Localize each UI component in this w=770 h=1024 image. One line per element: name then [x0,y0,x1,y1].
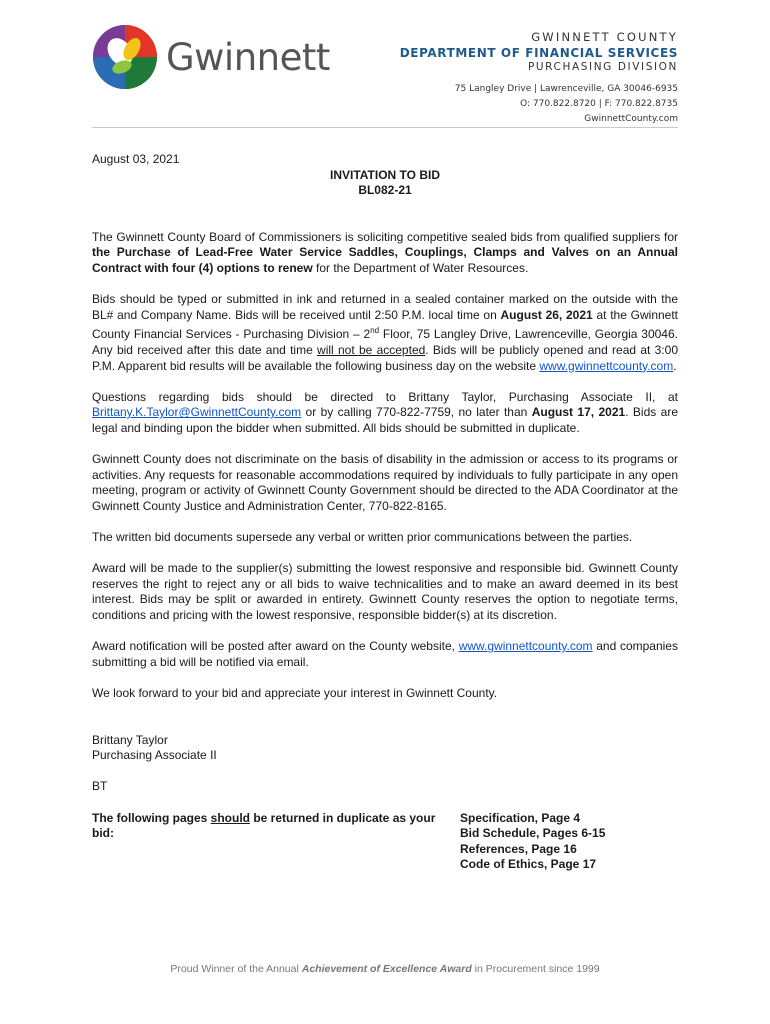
email-link[interactable]: Brittany.K.Taylor@GwinnettCounty.com [92,405,302,420]
paragraph-submission [92,292,678,374]
paragraph-solicitation [92,230,678,277]
return-label-should: should [210,810,250,825]
paragraph-ada: Gwinnett County does not discriminate on the basis of disability in the admission or access to its programs or activities. Any requests for reasonable accommodations required by individuals to fully participate in any open meeting, program or activity of Gwinnett County Government should be directed to the ADA Coordinator at the Gwinnett County Justice and Administration Center, 770-822-8165. [92,452,678,513]
contact-block [400,82,678,127]
letter-date: August 03, 2021 [92,152,180,166]
website-link-2[interactable]: www.gwinnettcounty.com [458,639,593,654]
return-pages-list [460,811,605,873]
return-pages-label [92,811,460,873]
p1-bold: the Purchase of Lead-Free Water Service Saddles, Couplings, Clamps and Valves on an Annual Contract with four (4) options to renew [92,245,678,275]
paragraph-notification [92,639,678,670]
department-name: DEPARTMENT OF FINANCIAL SERVICES [399,46,678,60]
phone-line: O: 770.822.8720 | F: 770.822.8735 [520,99,678,109]
return-label-c: be returned in duplicate as your bid: [92,810,436,841]
p7-text-b: and companies submitting a bid will be notified via email. [92,639,678,669]
paragraph-supersede: The written bid documents supersede any verbal or written prior communications between the parties. [92,530,633,545]
footer-text-a: Proud Winner of the Annual [170,963,302,975]
department-header [400,30,678,127]
p3-text-b: or by calling 770-822-7759, no later than [301,405,532,420]
letter-title: INVITATION TO BID [330,167,440,182]
footer-award-name: Achievement of Excellence Award [301,963,472,975]
paragraph-award: Award will be made to the supplier(s) submitting the lowest responsive and responsible bid. Gwinnett County reserves the right to reject any or all bids to waive technicalities and to make an award deemed in its best interest. Bids may be split or awarded in entirety. Gwinnett County reserves the option to negotiate terms, conditions and pricing with the lowest responsive, responsible bidder(s) at its discretion. [92,561,678,623]
list-item: Bid Schedule, Pages 6-15 [460,826,606,841]
p7-text-a: Award notification will be posted after award on the County website, [92,639,459,654]
list-item: References, Page 16 [460,841,577,856]
p2-underline: will not be accepted [317,342,426,357]
return-pages [92,811,678,873]
p1-text-a: The Gwinnett County Board of Commissioners is soliciting competitive sealed bids from qualified suppliers for [92,229,678,244]
paragraph-closing: We look forward to your bid and appreciate your interest in Gwinnett County. [92,686,498,700]
return-label-a: The following pages [92,810,211,825]
p2-text-d: Floor, 75 Langley Drive, Lawrenceville, Georgia 30046. Any bid received after this date and time [92,327,678,357]
p2-text-f: . Bids will be publicly opened and read at 3:00 P.M. Apparent bid results will be available the following business day on the website [92,342,678,373]
footer-text-c: in Procurement since 1999 [471,963,600,975]
bid-number: BL082-21 [358,183,412,198]
p3-deadline: August 17, 2021 [531,405,626,420]
signer-title: Purchasing Associate II [92,748,217,763]
p2-due-date: August 26, 2021 [500,307,593,322]
website-line: GwinnettCounty.com [584,114,678,124]
gwinnett-logo-icon [92,24,158,90]
header-divider [92,127,678,128]
p3-text-a: Questions regarding bids should be directed to Brittany Taylor, Purchasing Associate II, at [92,389,678,404]
logo-wordmark: Gwinnett [166,36,330,79]
p2-text-a: Bids should be typed or submitted in ink and returned in a sealed container marked on the outside with the BL# and Company Name. Bids will be received until 2:50 P.M. local time on [92,292,678,322]
list-item: Specification, Page 4 [460,810,581,825]
p2-text-c: at the Gwinnett County Financial Services - Purchasing Division – 2 [92,307,679,342]
division-name: PURCHASING DIVISION [527,61,678,73]
p2-sup: nd [370,326,380,336]
footer-award [0,963,770,975]
address-line: 75 Langley Drive | Lawrenceville, GA 30046-6935 [454,84,678,94]
p1-text-c: for the Department of Water Resources. [312,260,529,275]
signer-name: Brittany Taylor [92,732,168,747]
p2-text-g: . [673,358,677,373]
paragraph-questions [92,390,678,437]
county-name: GWINNETT COUNTY [531,30,678,44]
initials: BT [92,779,108,794]
website-link[interactable]: www.gwinnettcounty.com [539,358,674,373]
list-item: Code of Ethics, Page 17 [460,857,597,872]
letter-body [92,152,678,873]
p3-text-d: . Bids are legal and binding upon the bidder when submitted. All bids should be submitted in duplicate. [92,405,678,435]
